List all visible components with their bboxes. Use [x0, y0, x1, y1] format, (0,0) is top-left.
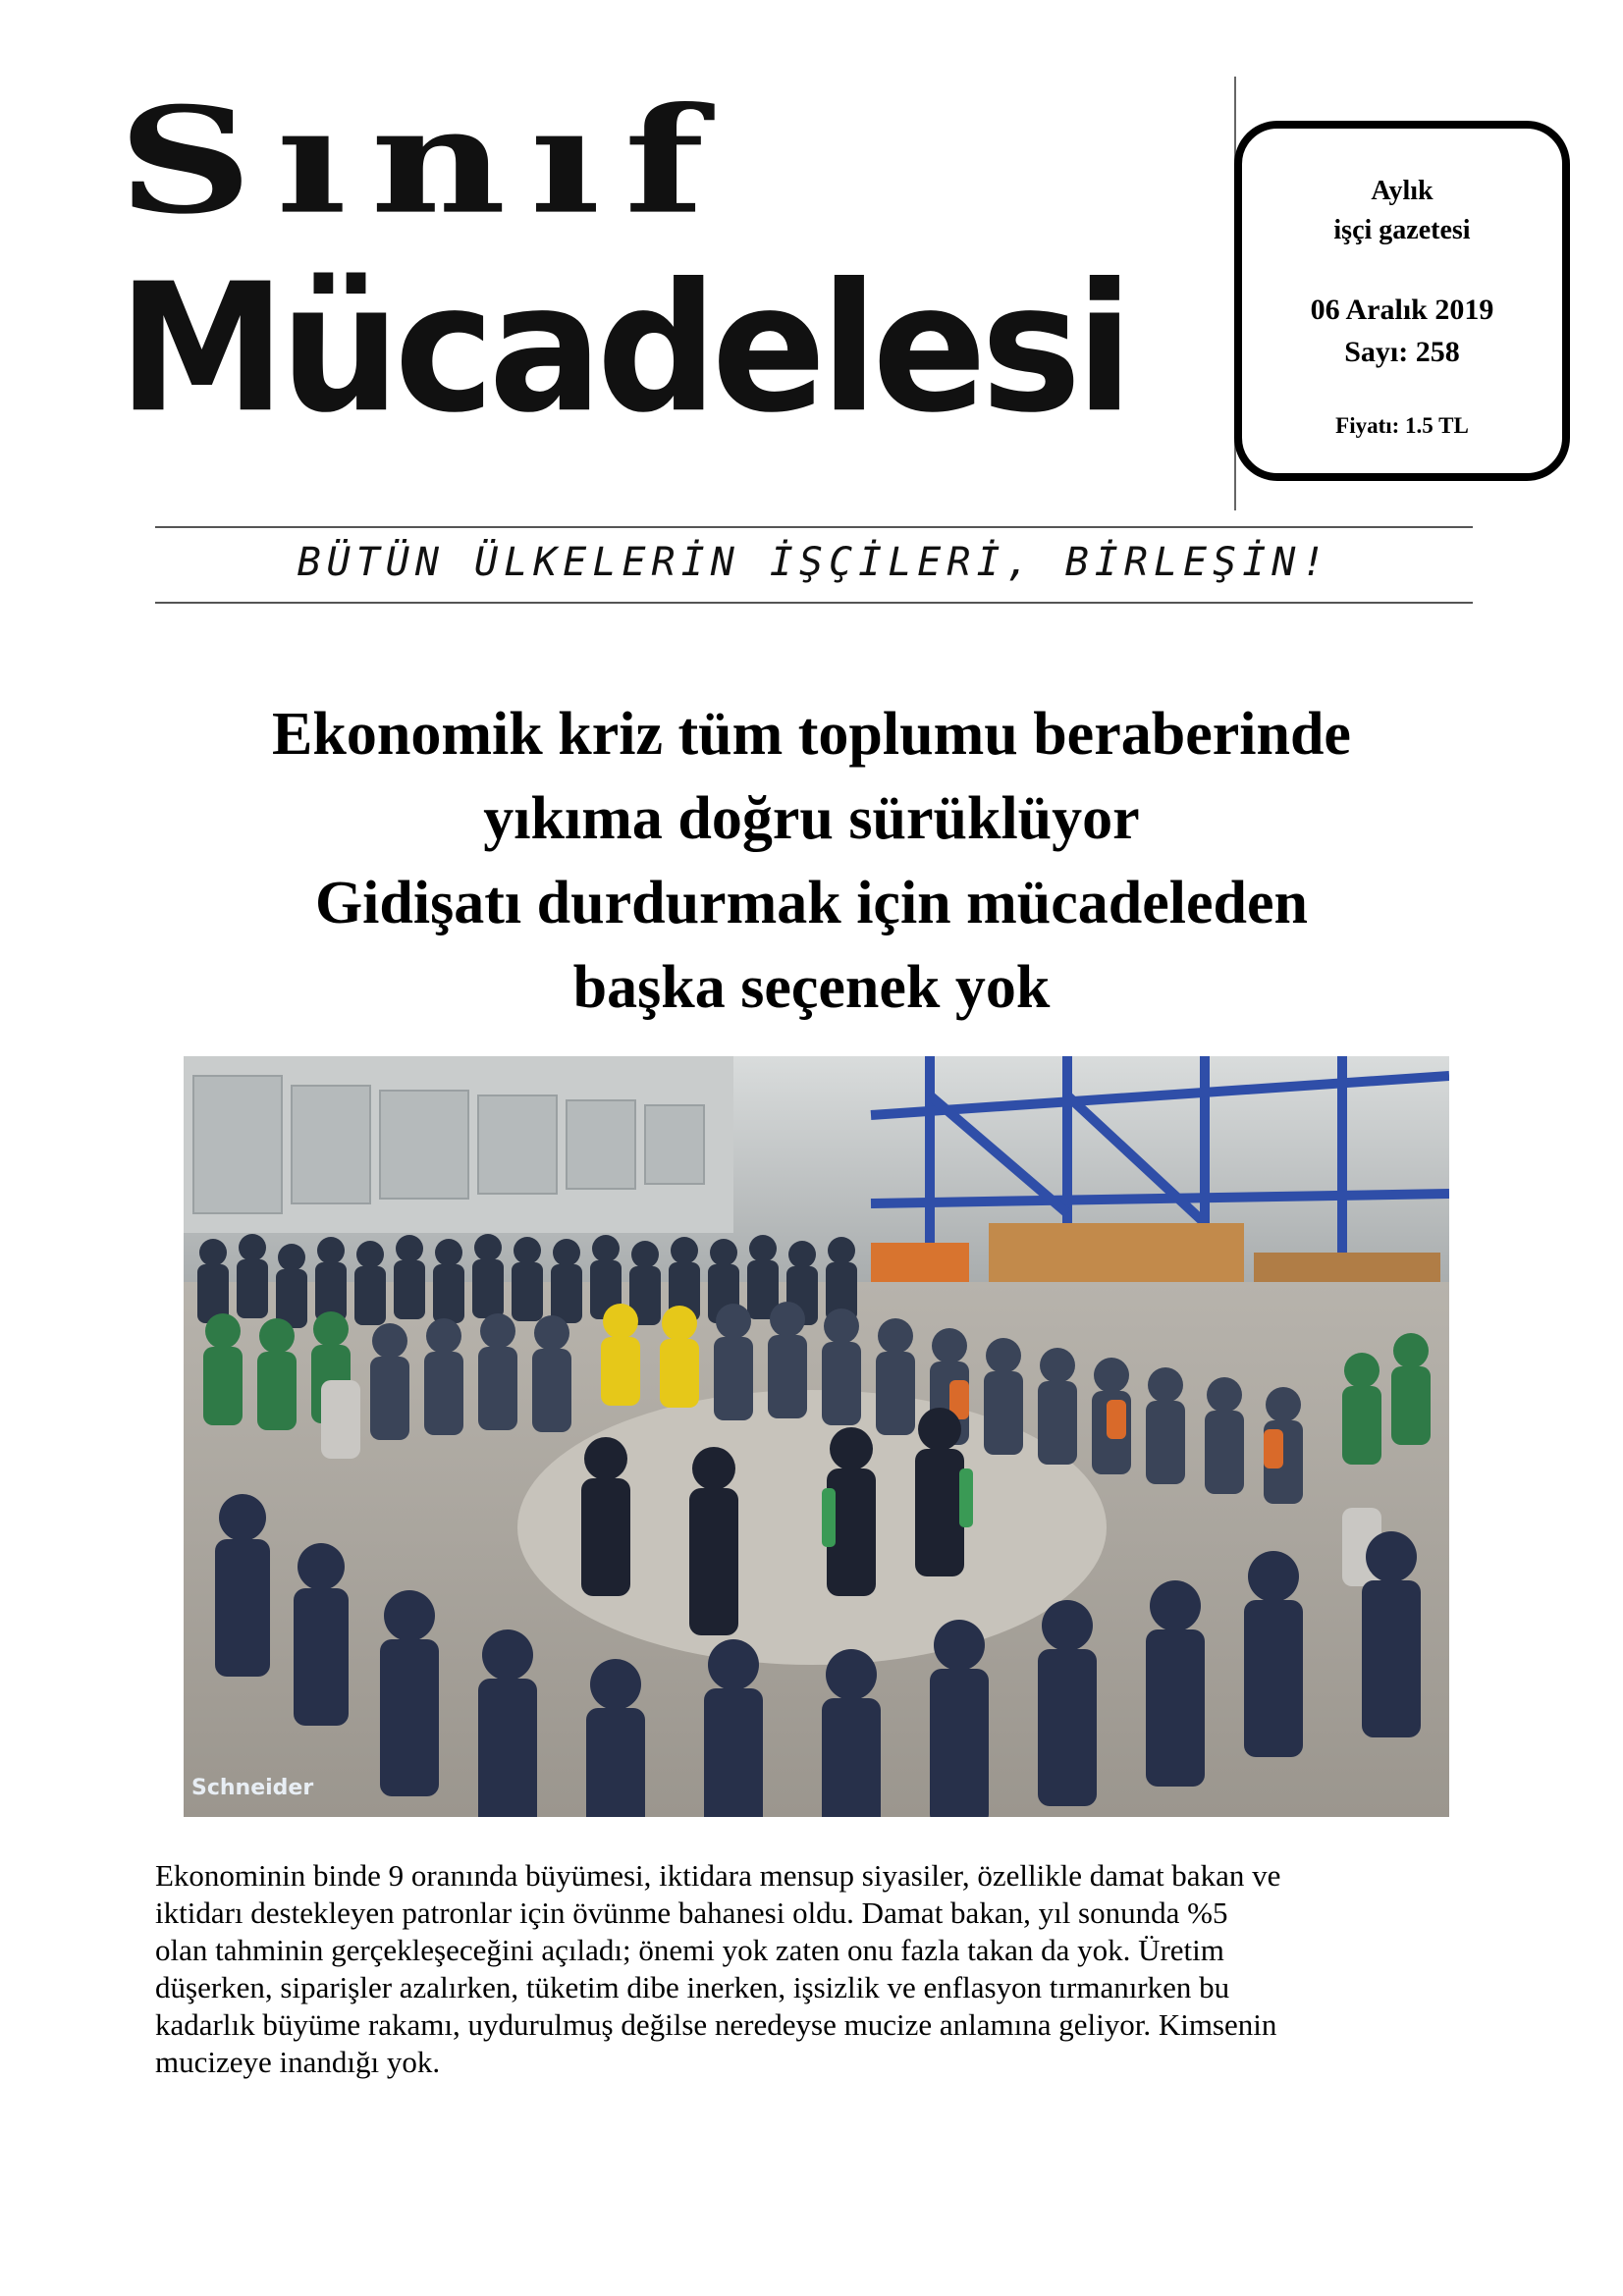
issue-date: 06 Aralık 2019 [1310, 294, 1494, 326]
slogan-top-rule [155, 526, 1473, 528]
article-line: Ekonominin binde 9 oranında büyümesi, iktidara mensup siyasiler, özellikle damat bakan ve [155, 1858, 1281, 1893]
price-label: Fiyatı: 1.5 TL [1335, 413, 1469, 438]
publication-type: işçi gazetesi [1333, 215, 1471, 245]
article-line: olan tahminin gerçekleşeceğini açıladı; önemi yok zaten onu fazla takan da yok. Üretim [155, 1933, 1224, 1967]
frequency-label: Aylık [1371, 176, 1434, 206]
masthead-title-line2: Mücadelesi [118, 244, 1128, 453]
photo-illustration [184, 1056, 1449, 1817]
issue-number: Sayı: 258 [1344, 336, 1460, 368]
article-line: mucizeye inandığı yok. [155, 2045, 441, 2079]
headline-line: yıkıma doğru sürüklüyor [483, 785, 1140, 852]
headline-line: başka seçenek yok [572, 954, 1051, 1021]
headline [118, 692, 1505, 1030]
article-line: kadarlık büyüme rakamı, uydurulmuş değilse neredeyse mucize anlamına geliyor. Kimsenin [155, 2007, 1277, 2042]
article-line: iktidarı destekleyen patronlar için övünme bahanesi oldu. Damat bakan, yıl sonunda %5 [155, 1896, 1228, 1930]
article-body [155, 1857, 1492, 2081]
headline-line: Gidişatı durdurmak için mücadeleden [314, 870, 1309, 936]
factory-workers-photo [184, 1056, 1449, 1817]
article-line: düşerken, siparişler azalırken, tüketim dibe inerken, işsizlik ve enflasyon tırmanırken bu [155, 1970, 1230, 2004]
photo-brand-text: Schneider [191, 1776, 314, 1800]
slogan-bottom-rule [155, 602, 1473, 604]
issue-info-box [1234, 121, 1570, 481]
masthead-title-line1: Sınıf [118, 75, 729, 246]
masthead-logo [118, 75, 1227, 453]
slogan: BÜTÜN ÜLKELERİN İŞÇİLERİ, BİRLEŞİN! [297, 540, 1331, 585]
headline-line: Ekonomik kriz tüm toplumu beraberinde [272, 701, 1351, 768]
